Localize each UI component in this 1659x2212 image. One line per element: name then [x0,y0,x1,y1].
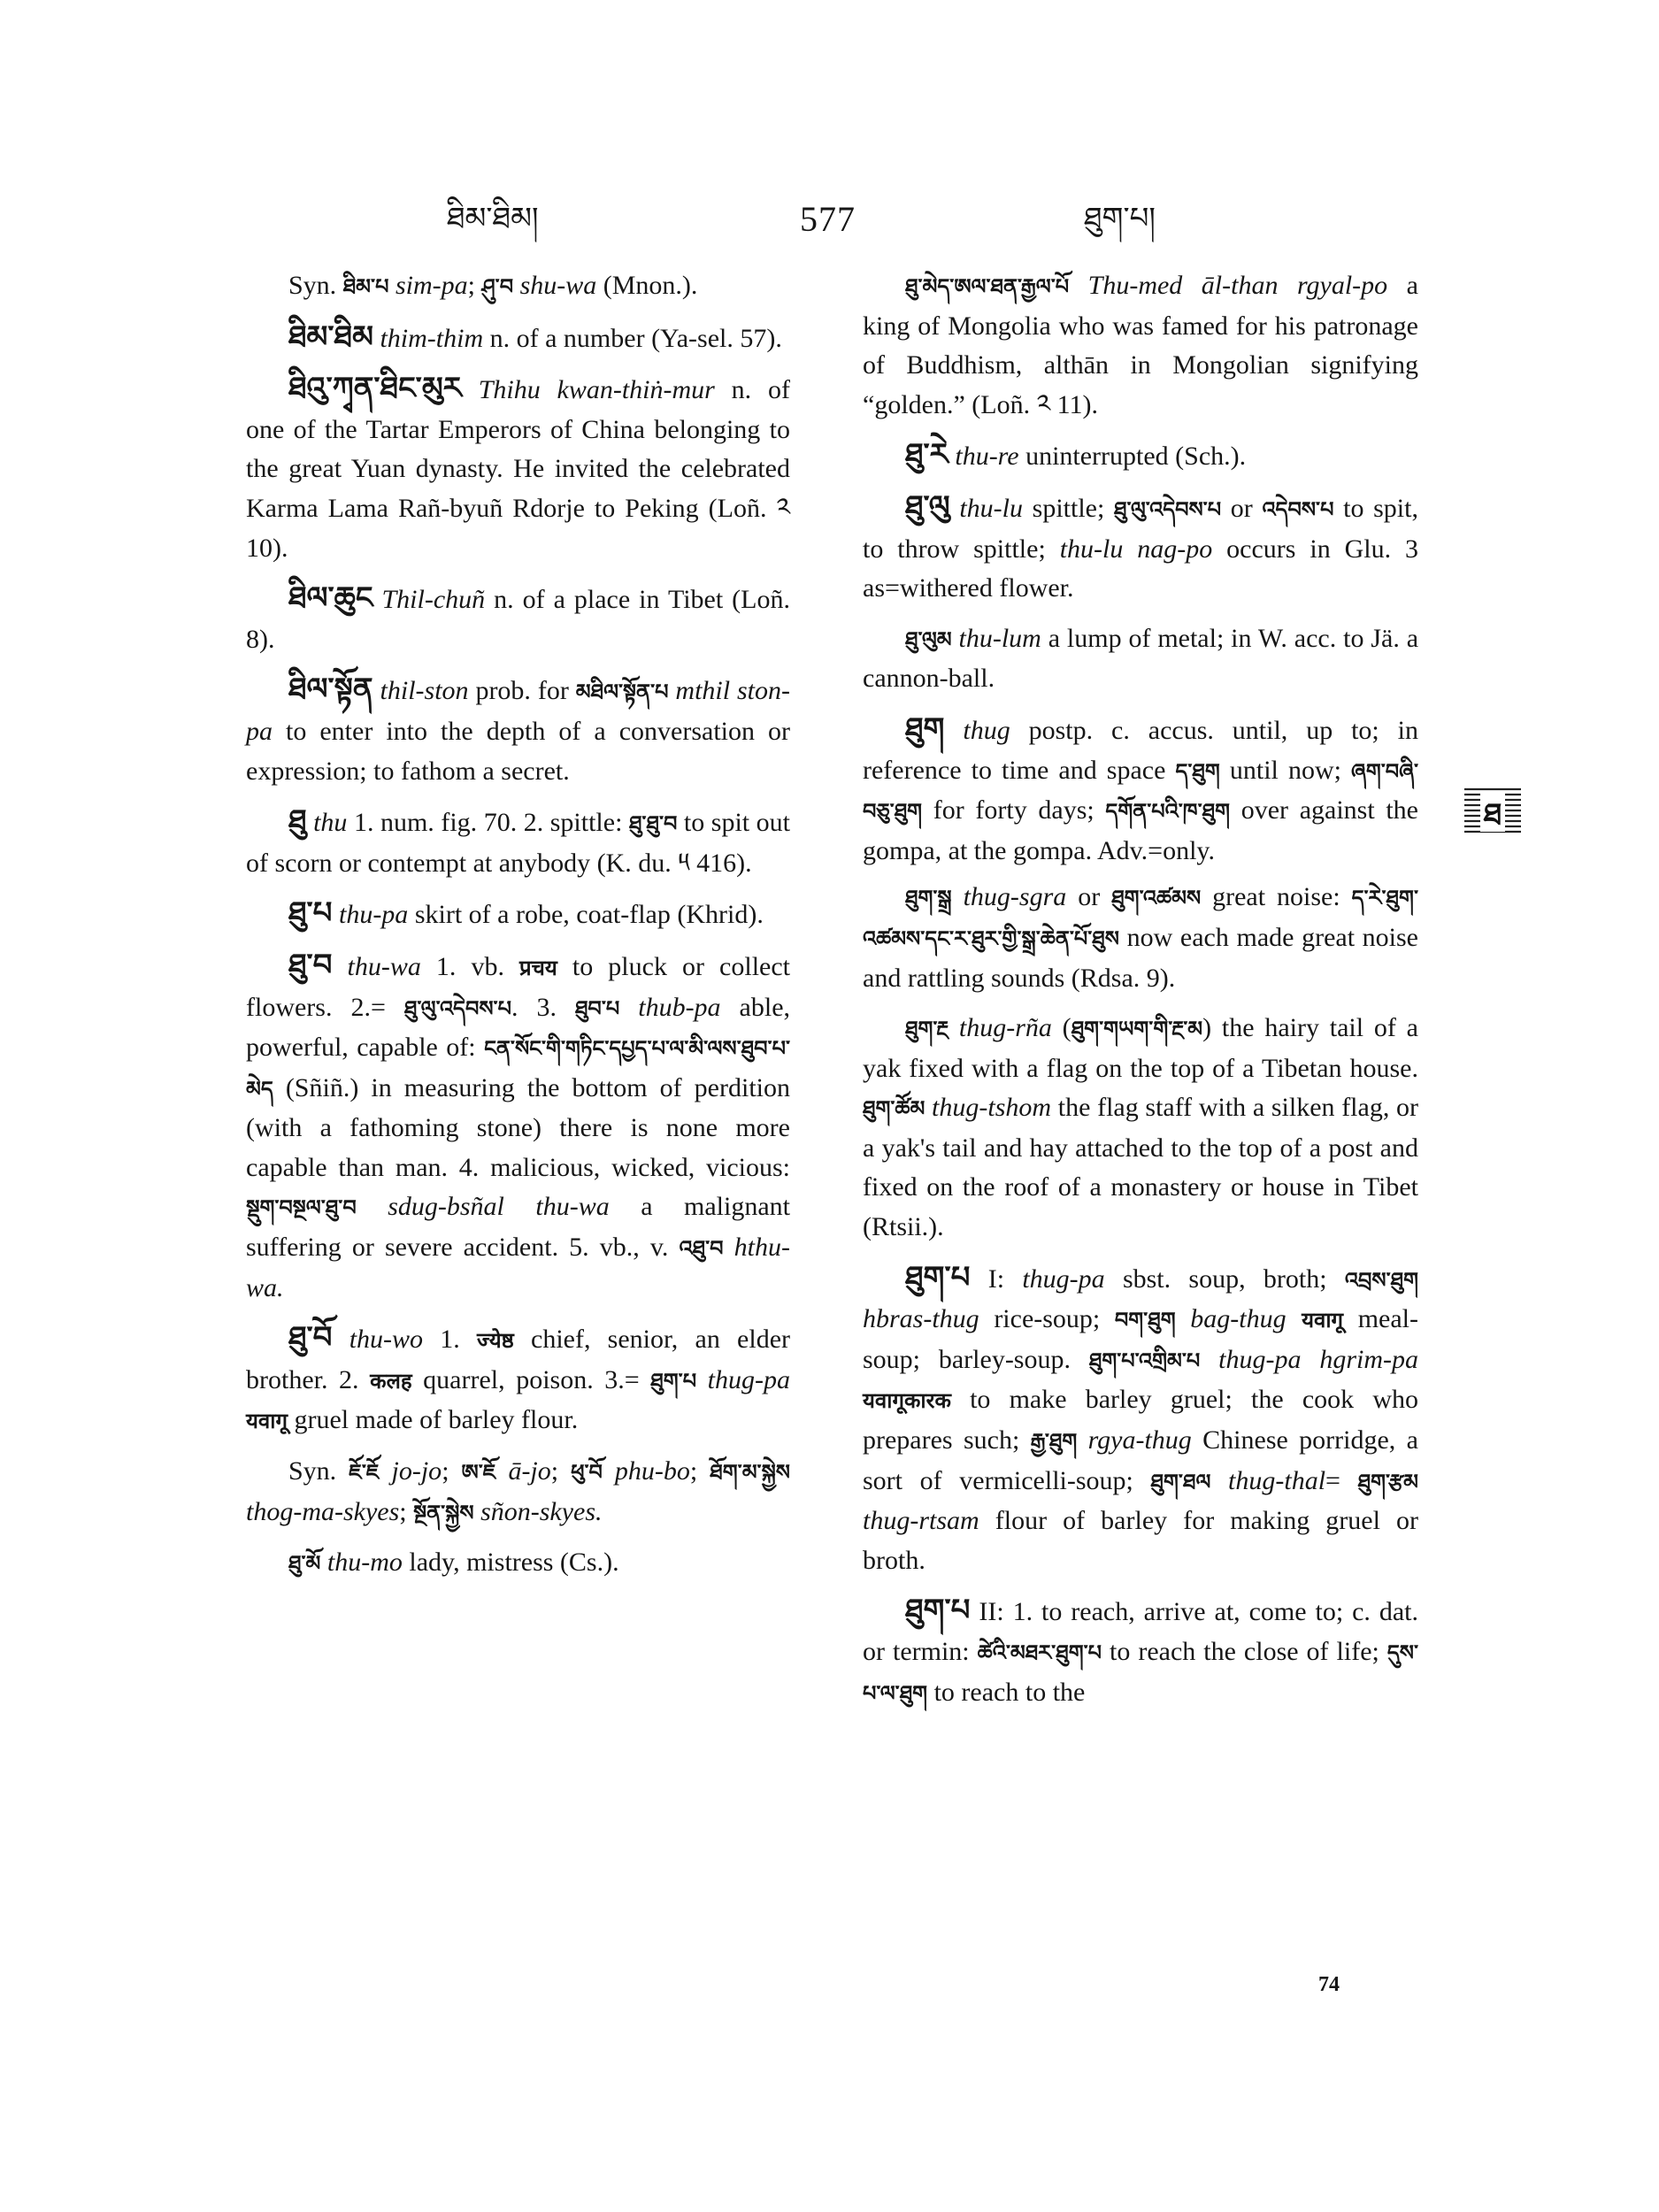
entry-syn-thimpa: Syn. ཐིམ་པ sim-pa; ཤུ་བ shu-wa (Mnon.). [288,271,698,300]
entry-thu-pa: ཐུ་པ thu-pa skirt of a robe, coat-flap (Khrid). [288,895,764,932]
signature-mark: 74 [1318,1973,1340,1996]
headword: ཐུ་ལུ [905,488,950,525]
entry-thug: ཐུག thug postp. c. accus. until, up to; in reference to time and space ད་ཐུག until now; ཞག་བཞི་བཅུ་ཐུག for forty days; དགོན་པའི་ཁ་ཐུག over against the gompa, at the gompa. Adv.=only. [863,710,1419,865]
headword: ཐུ་པ [288,895,333,932]
headword: ཐིལ་ཆུང [288,580,373,617]
entry-thu-med: ཐུ་མེད་ཨལ་ཐན་རྒྱལ་པོ Thu-med āl-than rgyal-po a king of Mongolia who was famed for his patronage of Buddhism, althān in Mongolian signifying “golden.” (Loñ. ༢ 11). [863,271,1418,419]
thumb-index-lines [1463,786,1523,837]
running-head-right: ཐུག་པ། [1084,203,1156,235]
headword: ཐུག་པ [905,1593,971,1629]
headword: ཐུ་བོ [288,1320,333,1356]
entry-thug-pa-2: ཐུག་པ II: 1. to reach, arrive at, come to; c. dat. or termin: ཚེའི་མཐར་ཐུག་པ to reach the close of life; དུས་པ་ལ་ཐུག to reach to the [863,1593,1418,1707]
headword: ཐིམ་ཐིམ [288,319,373,355]
entry-thug-rna: ཐུག་རྔ thug-rña (ཐུག་གཡག་གི་རྔ་མ) the hairy tail of a yak fixed with a flag on the top of a Tibetan house. ཐུག་ཚོམ thug-tshom the flag staff with a silken flag, or a yak's tail and hay attached to the top of a post and fixed on the roof of a monastery or house in Tibet (Rtsii.). [863,1013,1419,1242]
headword: ཐིའུ་ཀྭན་ཐིང་མུར [288,371,462,407]
entry-thu-lu: ཐུ་ལུ thu-lu spittle; ཐུ་ལུ་འདེབས་པ or འདེབས་པ to spit, to throw spittle; thu-lu nag-po occurs in Glu. 3 as=withered flower. [863,488,1418,603]
headword: ཐུ་བ [288,947,333,983]
running-head-left: ཐིམ་ཐིམ། [447,203,539,235]
entry-thu: ཐུ thu 1. num. fig. 70. 2. spittle: ཐུ་ཐུ་བ to spit out of scorn or contempt at anybody (K. du. ༥ 416). [246,803,791,878]
right-column [863,270,1418,1724]
thumb-index-letter: ཐ [1483,797,1502,833]
entry-thihu-kwan: ཐིའུ་ཀྭན་ཐིང་མུར Thihu kwan-thiṅ-mur n. of one of the Tartar Emperors of China belonging to the great Yuan dynasty. He invited the celebrated Karma Lama Rañ-byuñ Rdorje to Peking (Loñ. ༢ 10). [246,371,790,563]
headword: ཐུག་པ [905,1259,971,1295]
entry-thil-ston: ཐིལ་སྟོན thil-ston prob. for མཐིལ་སྟོན་པ mthil ston-pa to enter into the depth of a conversation or expression; to fathom a secret. [246,672,790,786]
entry-thug-pa-1: ཐུག་པ I: thug-pa sbst. soup, broth; འབྲས་ཐུག hbras-thug rice-soup; བག་ཐུག bag-thug यवागू meal-soup; barley-soup. ཐུག་པ་འགྲིམ་པ thug-pa hgrim-pa यवागूकारक to make barley gruel; the cook who prepares such; རྒྱ་ཐུག rgya-thug Chinese porridge, a sort of vermicelli-soup; ཐུག་ཐལ thug-thal= ཐུག་རྩམ thug-rtsam flour of barley for making gruel or broth. [863,1259,1418,1575]
page-number: 577 [800,199,856,239]
headword: ཐུ་རེ [905,437,949,473]
headword: ཐུག [905,710,945,747]
entry-thu-wa: ཐུ་བ thu-wa 1. vb. प्रचय to pluck or collect flowers. 2.= ཐུ་ལུ་འདེབས་པ. 3. ཐུབ་པ thub-pa able, powerful, capable of: ངན་སོང་གི་གཏིང་དཔྱད་པ་ལ་མི་ལས་ཐུབ་པ་མེད (Sñiñ.) in measuring the bottom of perdition (with a fathoming stone) there is none more capable than man. 4. malicious, wicked, vicious: སྡུག་བསྔལ་ཐུ་བ sdug-bsñal thu-wa a malignant suffering or severe accident. 5. vb., v. འཐུ་བ hthu-wa. [246,947,791,1302]
thumb-index-tab[interactable] [1463,786,1523,837]
headword: ཐིལ་སྟོན [288,672,373,708]
entry-syn-jojo: Syn. ཇོ་ཇོ jo-jo; ཨ་ཇོ ā-jo; ཕུ་བོ phu-bo; ཐོག་མ་སྐྱེས thog-ma-skyes; སྔོན་སྐྱེས sñon-skyes. [246,1456,790,1526]
entry-thu-wo: ཐུ་བོ thu-wo 1. ज्येष्ठ chief, senior, an elder brother. 2. कलह quarrel, poison. 3.= ཐུག་པ thug-pa यवागू gruel made of barley flour. [246,1320,791,1435]
headword: ཐུ [288,803,307,840]
left-column [246,270,790,1594]
entry-thu-mo: ཐུ་མོ thu-mo lady, mistress (Cs.). [288,1548,619,1578]
entry-thu-re: ཐུ་རེ thu-re uninterrupted (Sch.). [905,437,1247,473]
entry-thug-sgra: ཐུག་སྒྲ thug-sgra or ཐུག་འཚམས great noise: ད་རེ་ཐུག་འཚམས་དང་ར་ཐུར་གྱི་སྒྲ་ཆེན་པོ་ཐུས now each made great noise and rattling sounds (Rdsa. 9). [863,882,1418,993]
entry-thil-chun: ཐིལ་ཆུང Thil-chuñ n. of a place in Tibet (Loñ. 8). [246,580,790,654]
entry-thim-thim: ཐིམ་ཐིམ thim-thim n. of a number (Ya-sel. 57). [288,319,782,355]
entry-thu-lum: ཐུ་ལུམ thu-lum a lump of metal; in W. acc. to Jä. a cannon-ball. [863,623,1419,694]
